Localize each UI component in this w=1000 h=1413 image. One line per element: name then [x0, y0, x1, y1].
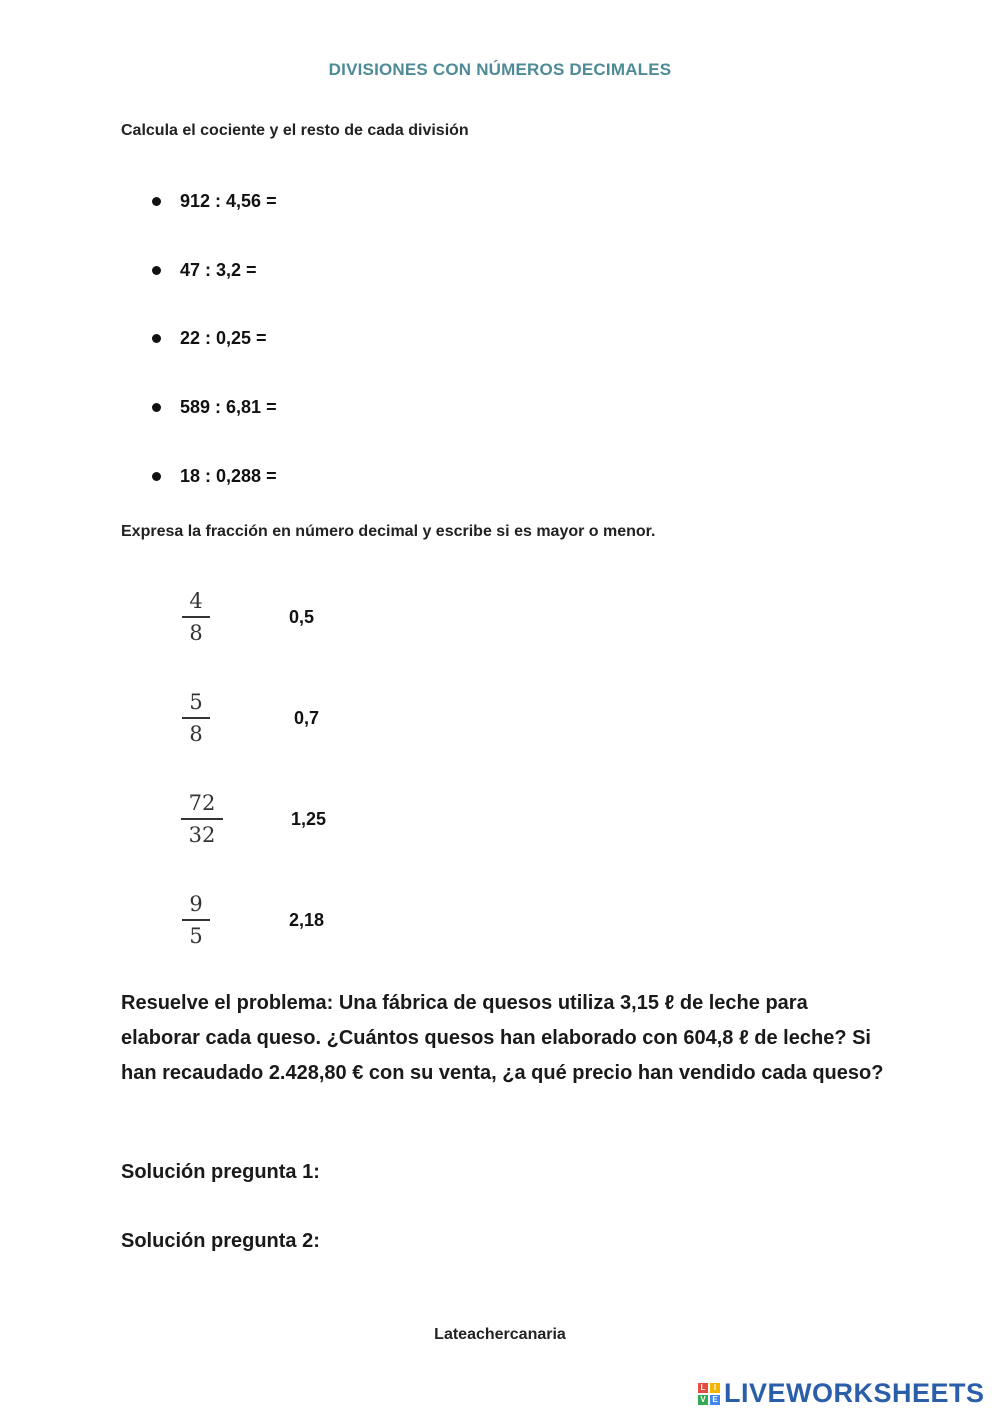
- section2-instruction: Expresa la fracción en número decimal y escribe si es mayor o menor.: [121, 523, 656, 540]
- fraction-numerator: 72: [188, 791, 216, 815]
- comparison-value: 1,25: [291, 809, 327, 829]
- fraction-denominator: 5: [189, 924, 203, 948]
- fraction-bar: [182, 616, 210, 618]
- logo-letter: I: [710, 1383, 720, 1393]
- division-answer-input[interactable]: [285, 393, 485, 421]
- fraction-denominator: 8: [189, 621, 203, 645]
- solution-2-input[interactable]: [320, 1229, 620, 1257]
- section1-instruction: Calcula el cociente y el resto de cada división: [121, 122, 469, 139]
- solution-1-input[interactable]: [320, 1160, 620, 1188]
- problem-statement: Resuelve el problema: Una fábrica de quesos utiliza 3,15 ℓ de leche para elaborar cada queso. ¿Cuántos quesos han elaborado con 604,8 ℓ de leche? Si han recaudado 2.428,80 € con su venta, ¿a qué precio han vendido cada queso?: [121, 992, 884, 1084]
- division-expression: 912 : 4,56 =: [180, 190, 277, 211]
- bullet-icon: [152, 197, 161, 206]
- division-item: [152, 187, 485, 215]
- fraction: [176, 689, 216, 747]
- fraction-bar: [181, 818, 223, 820]
- comparison-value: 2,18: [289, 910, 325, 930]
- fraction-bar: [182, 919, 210, 921]
- liveworksheets-logo: [698, 1378, 985, 1409]
- fraction-numerator: 9: [189, 892, 203, 916]
- fraction-denominator: 8: [189, 722, 203, 746]
- comparison-input[interactable]: [232, 808, 282, 836]
- division-item: [152, 324, 475, 352]
- fraction: [176, 891, 216, 949]
- page-title: DIVISIONES CON NÚMEROS DECIMALES: [328, 60, 672, 79]
- bullet-icon: [152, 334, 161, 343]
- bullet-icon: [152, 472, 161, 481]
- liveworksheets-logo-icon: [698, 1383, 720, 1405]
- division-item: [152, 256, 465, 284]
- division-expression: 18 : 0,288 =: [180, 465, 277, 486]
- solution-2-label: Solución pregunta 2:: [121, 1230, 320, 1252]
- fraction: [176, 588, 216, 646]
- comparison-input[interactable]: [222, 606, 277, 634]
- fraction-numerator: 5: [189, 690, 203, 714]
- bullet-icon: [152, 266, 161, 275]
- fraction: [182, 790, 222, 848]
- comparison-value: 0,7: [294, 708, 320, 728]
- logo-letter: V: [698, 1395, 708, 1405]
- brand-name: LIVEWORKSHEETS: [724, 1378, 985, 1408]
- logo-letter: E: [710, 1395, 720, 1405]
- division-answer-input[interactable]: [265, 256, 465, 284]
- comparison-input[interactable]: [222, 707, 277, 735]
- division-answer-input[interactable]: [275, 324, 475, 352]
- logo-letter: L: [698, 1383, 708, 1393]
- division-expression: 47 : 3,2 =: [180, 259, 257, 280]
- comparison-value: 0,5: [289, 607, 315, 627]
- solution-1-label: Solución pregunta 1:: [121, 1161, 320, 1183]
- division-item: [152, 393, 485, 421]
- division-answer-input[interactable]: [285, 462, 485, 490]
- author-credit: Lateachercanaria: [434, 1326, 566, 1343]
- bullet-icon: [152, 403, 161, 412]
- division-expression: 589 : 6,81 =: [180, 396, 277, 417]
- division-item: [152, 462, 485, 490]
- fraction-bar: [182, 717, 210, 719]
- division-answer-input[interactable]: [285, 187, 485, 215]
- comparison-input[interactable]: [222, 909, 277, 937]
- division-expression: 22 : 0,25 =: [180, 327, 267, 348]
- fraction-numerator: 4: [189, 589, 203, 613]
- fraction-denominator: 32: [188, 823, 216, 847]
